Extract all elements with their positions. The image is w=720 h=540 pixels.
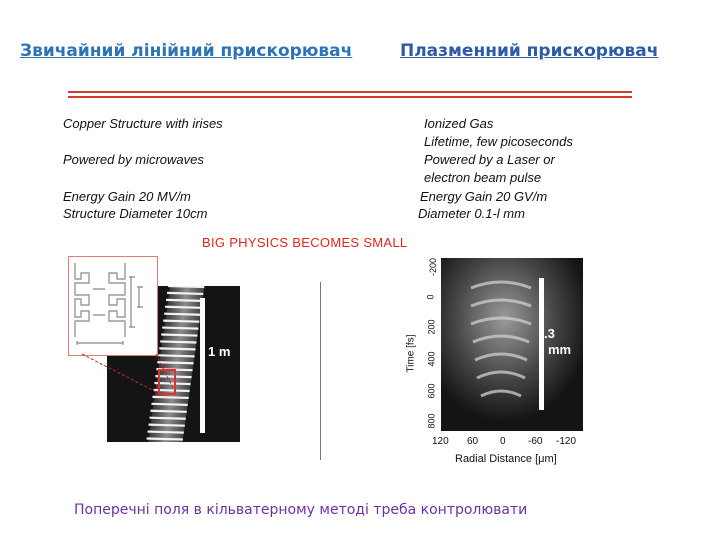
plasma-wake-photo [441,258,583,431]
right-line-6: Diameter 0.1-l mm [418,206,525,221]
y-tick-4: 400 [426,351,437,367]
left-line-4: Structure Diameter 10cm [63,206,208,221]
left-title: Звичайний лінійний прискорювач [20,41,353,61]
x-tick-4: -60 [528,436,543,447]
y-tick-2: 0 [425,294,436,300]
right-scale-label-top: .3 [544,326,555,341]
y-tick-5: 600 [426,383,437,399]
right-line-2: Lifetime, few picoseconds [424,134,573,149]
right-line-1: Ionized Gas [424,116,494,131]
center-divider [320,282,321,460]
x-axis-label: Radial Distance [μm] [455,453,557,465]
right-line-3: Powered by a Laser or [424,152,555,167]
x-tick-3: 0 [500,436,506,447]
x-tick-5: -120 [556,436,577,447]
y-tick-6: 800 [426,413,437,429]
left-line-2: Powered by microwaves [63,152,204,167]
left-line-3: Energy Gain 20 MV/m [63,189,191,204]
left-line-1: Copper Structure with irises [63,116,223,131]
right-line-4: electron beam pulse [424,170,542,185]
x-tick-1: 120 [432,436,449,447]
left-scale-label: 1 m [208,344,231,359]
y-axis-label: Time [fs] [405,334,417,373]
right-scale-label-bottom: mm [548,342,572,357]
banner-text: BIG PHYSICS BECOMES SMALL [202,235,408,250]
footer-note: Поперечні поля в кільватерному методі треба контролювати [74,502,528,518]
y-tick-1: -200 [428,257,439,277]
y-tick-3: 200 [426,319,437,335]
right-line-5: Energy Gain 20 GV/m [420,189,548,204]
x-tick-2: 60 [467,436,479,447]
right-title: Плазменний прискорювач [400,41,659,61]
